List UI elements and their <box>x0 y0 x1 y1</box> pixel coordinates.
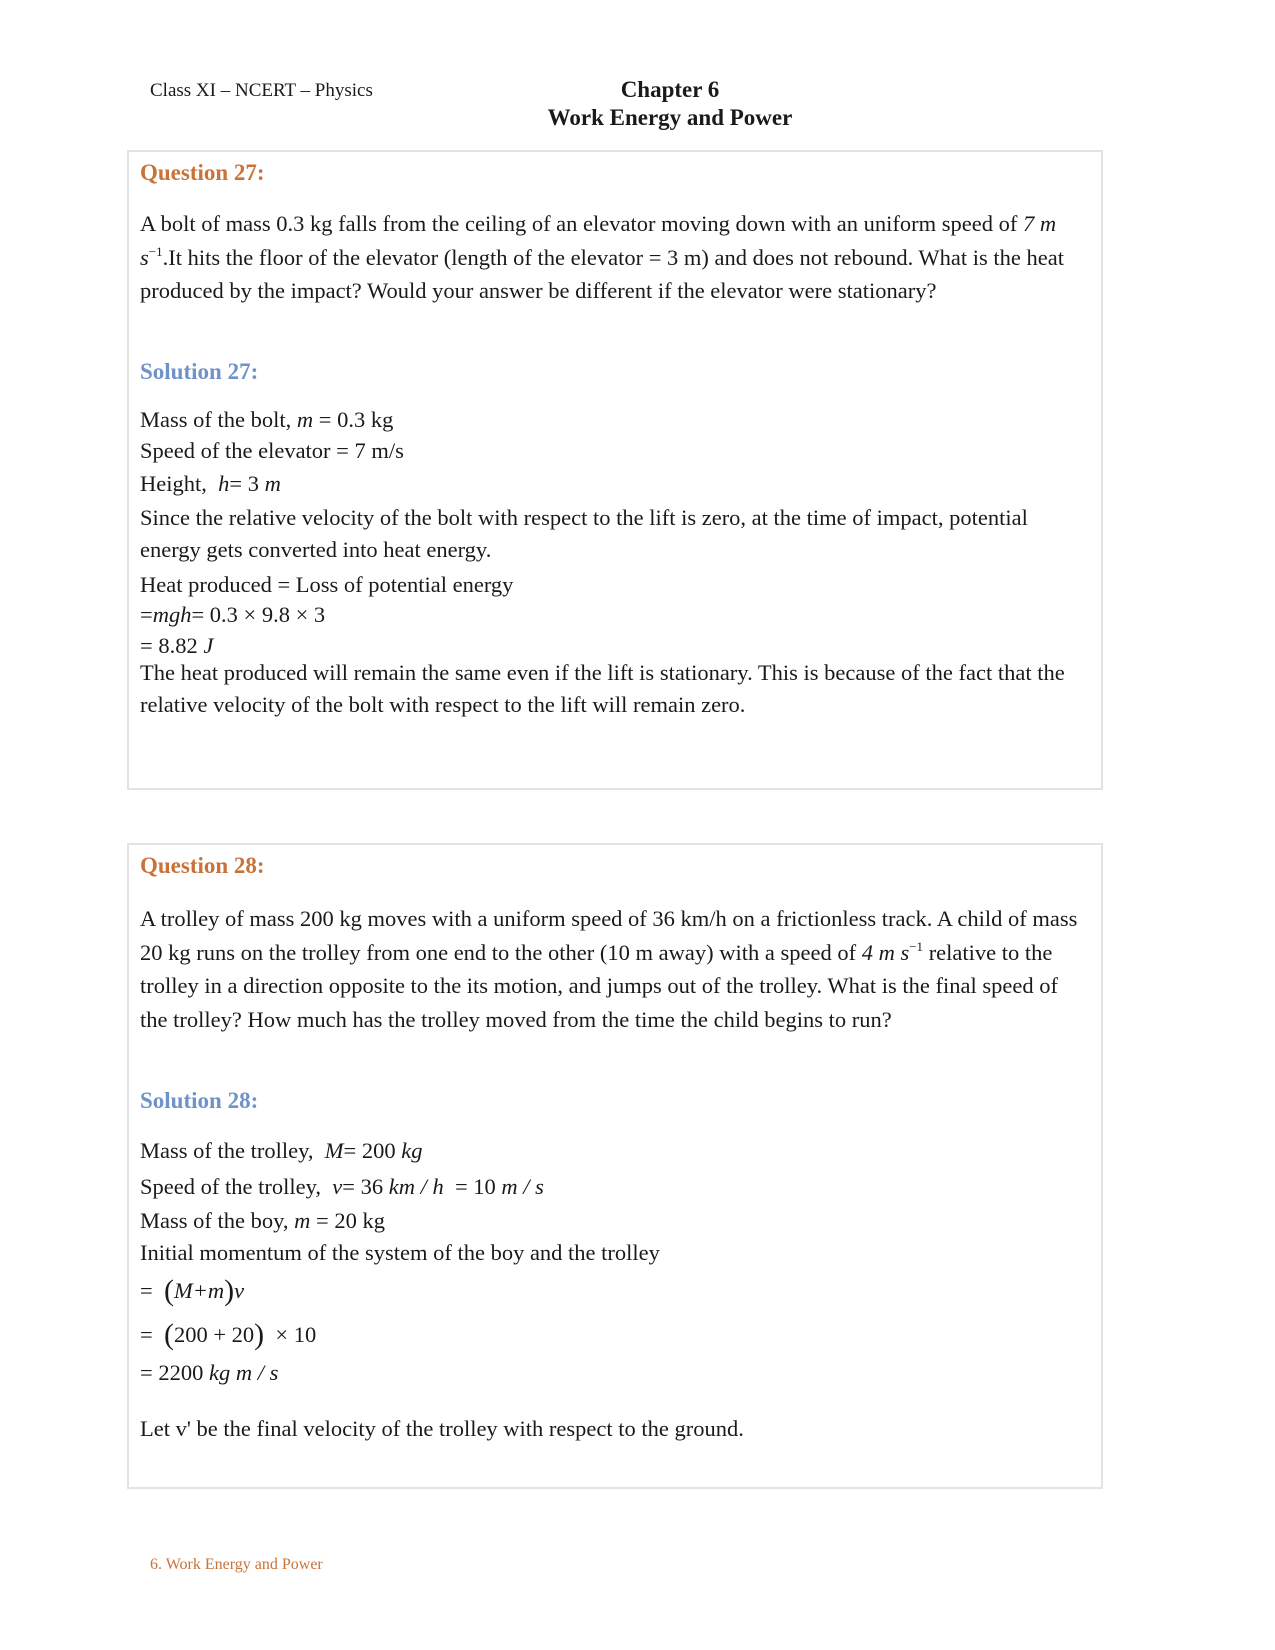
q27-speed-line: Speed of the elevator = 7 m/s <box>140 438 404 463</box>
q28-trolley-speed-line: Speed of the trolley, v= 36 km / h = 10 m / s <box>140 1174 544 1199</box>
q28-eq3-line: = 2200 kg m / s <box>140 1360 279 1385</box>
q28-trolley-mass-line: Mass of the trolley, M= 200 kg <box>140 1138 423 1163</box>
q27-height-line: Height, h= 3 m <box>140 471 281 496</box>
q28-eq1-line: = (M+m)v <box>140 1274 245 1307</box>
q28-exponent: −1 <box>909 938 924 954</box>
header-class-label: Class XI – NCERT – Physics <box>150 80 373 101</box>
q28-boy-mass-line: Mass of the boy, m = 20 kg <box>140 1208 385 1233</box>
q27-calc-line: =mgh= 0.3 × 9.8 × 3 <box>140 602 326 627</box>
q28-text-b: relative to the trolley in a direction opposite to the its motion, and jumps out of the trolley. What is the final speed of the trolley? How much has the trolley moved from the time the child begins to run? <box>140 939 1058 1032</box>
footer-chapter-label: 6. Work Energy and Power <box>150 1556 323 1573</box>
solution-28-heading: Solution 28: <box>140 1088 259 1113</box>
question-27-text <box>140 207 1089 308</box>
q27-conclusion: The heat produced will remain the same even if the lift is stationary. This is because of the fact that the relative velocity of the bolt with respect to the lift will remain zero. <box>140 660 1065 717</box>
question-28-heading: Question 28: <box>140 853 265 878</box>
q28-final-line: Let v' be the final velocity of the trolley with respect to the ground. <box>140 1416 744 1441</box>
q27-relative-text: Since the relative velocity of the bolt with respect to the lift is zero, at the time of impact, potential energy gets converted into heat energy. <box>140 505 1028 562</box>
solution-27-heading: Solution 27: <box>140 359 259 384</box>
q27-speed-value: 7 <box>1022 211 1035 236</box>
q27-text-a: A bolt of mass 0.3 kg falls from the ceiling of an elevator moving down with an uniform speed of <box>140 211 1023 236</box>
q28-eq2-line: = (200 + 20) × 10 <box>140 1318 317 1351</box>
q27-heat-line: Heat produced = Loss of potential energy <box>140 572 514 597</box>
q28-text-a: A trolley of mass 200 kg moves with a uniform speed of 36 km/h on a frictionless track. A child of mass 20 kg runs on the trolley from one end to the other (10 m away) with a speed of <box>140 906 1078 965</box>
chapter-number: Chapter 6 <box>620 77 720 102</box>
q28-speed-value: 4 <box>861 939 873 965</box>
question-27-box <box>127 150 1103 790</box>
q28-unit-m: m <box>878 939 895 965</box>
q27-result-line: = 8.82 J <box>140 633 214 658</box>
question-28-box <box>127 843 1103 1489</box>
q27-exponent: −1 <box>148 243 163 259</box>
q27-mass-line: Mass of the bolt, m = 0.3 kg <box>140 407 394 432</box>
chapter-title: Work Energy and Power <box>547 105 793 130</box>
header-chapter-block <box>470 76 870 132</box>
q27-text-b: .It hits the floor of the elevator (length of the elevator = 3 m) and does not rebound. What is the heat produced by the impact? Would your answer be different if the elevator were stationary? <box>140 244 1064 303</box>
question-27-heading: Question 27: <box>140 160 265 185</box>
q28-unit-s: s <box>900 939 910 965</box>
q27-unit-m: m <box>1039 211 1057 236</box>
question-28-text <box>140 902 1089 1036</box>
q27-unit-s: s <box>140 244 149 270</box>
q28-momentum-line: Initial momentum of the system of the boy and the trolley <box>140 1240 660 1265</box>
